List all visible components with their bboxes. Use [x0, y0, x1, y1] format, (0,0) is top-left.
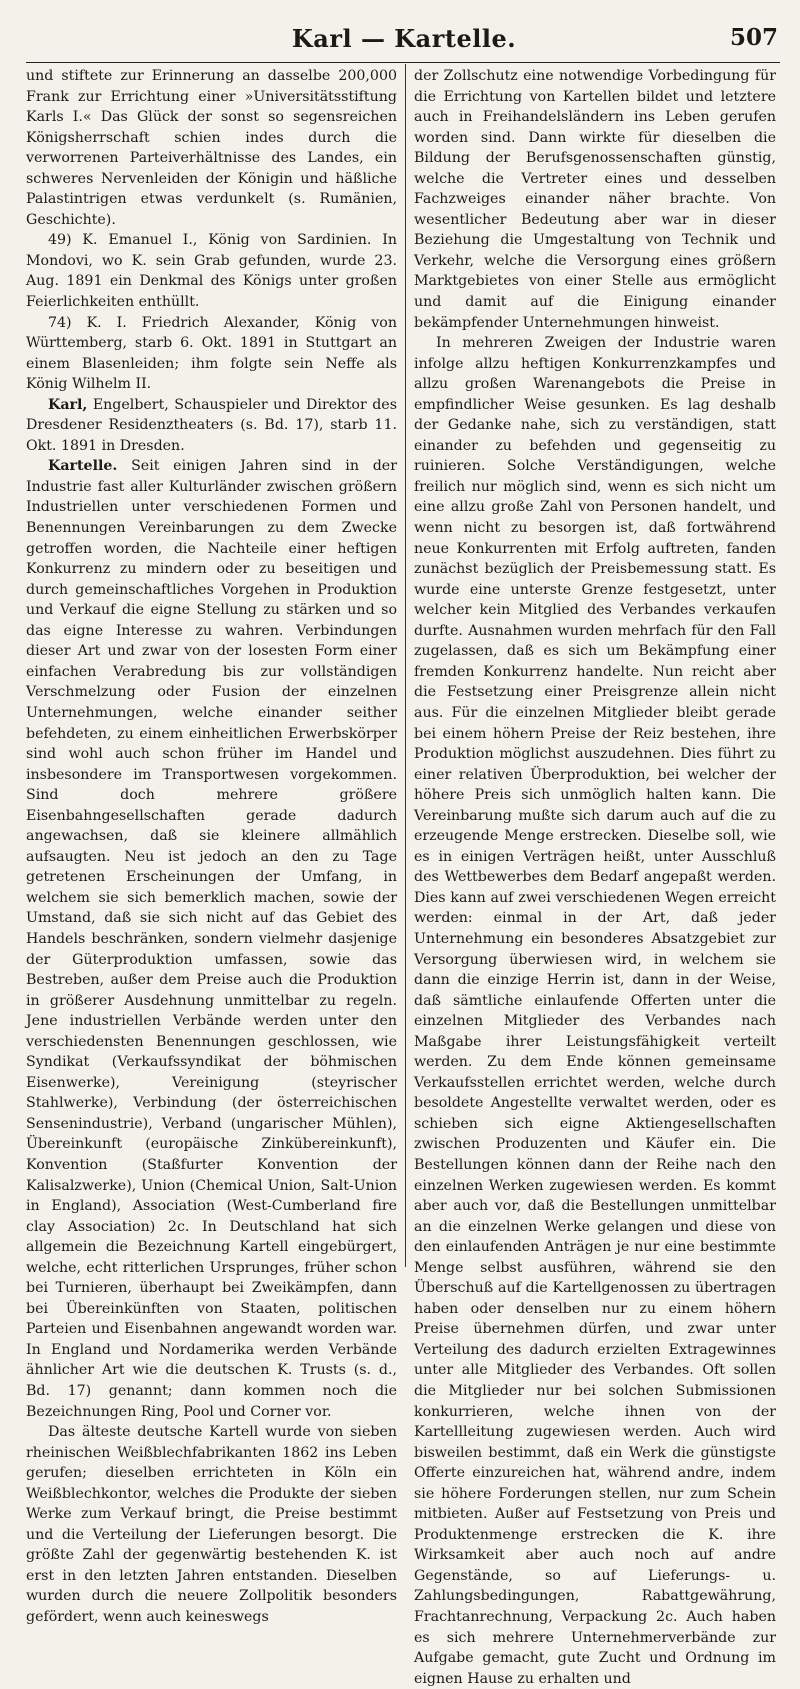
- paragraph-industriezweige: In mehreren Zweigen der Industrie waren infolge allzu heftigen Konkurrenzkampfes und allzu großen Warenangebots die Preise in empfindlicher Weise gesunken. Es lag deshalb der Gedanke nahe, sich zu verständigen, statt einander zu befehden und gegenseitig zu ruinieren. Solche Verständigungen, welche freilich nur möglich sind, wenn es sich nicht um eine allzu große Zahl von Personen handelt, und wenn nicht zu besorgen ist, daß fortwährend neue Konkurrenten mit Erfolg auftreten, fanden zunächst bezüglich der Preisbemessung statt. Es wurde eine unterste Grenze festgesetzt, unter welcher kein Mitglied des Verbandes verkaufen durfte. Ausnahmen wurden mehrfach für den Fall zugelassen, daß es sich um Bekämpfung einer fremden Konkurrenz handelte. Nun reicht aber die Festsetzung einer Preisgrenze allein nicht aus. Für die einzelnen Mitglieder bleibt gerade bei einem höhern Preise der Reiz bestehen, ihre Produktion möglichst auszudehnen. Dies führt zu einer relativen Überproduktion, bei welcher der höhere Preis sich unmöglich halten kann. Die Vereinbarung mußte sich darum auch auf die zu erzeugende Menge erstrecken. Dieselbe soll, wie es in einigen Verträgen heißt, unter Ausschluß des Wettbewerbes dem Bedarf angepaßt werden. Dies kann auf zwei verschiedenen Wegen erreicht werden: einmal in der Art, daß jeder Unternehmung ein besonderes Absatzgebiet zur Versorgung überwiesen wird, in welchem sie dann die einzige Herrin ist, dann in der Weise, daß sämtliche einlaufende Offerten unter die einzelnen Mitglieder des Verbandes nach Maßgabe ihrer Leistungsfähigkeit verteilt werden. Zu dem Ende können gemeinsame Verkaufsstellen errichtet werden, welche durch besoldete Angestellte verwaltet werden, oder es schieben sich eigne Aktiengesellschaften zwischen Produzenten und Käufer ein. Die Bestellungen können dann der Reihe nach den einzelnen Werken zugewiesen werden. Es kommt aber auch vor, daß die Bestellungen unmittelbar an die einzelnen Werke gelangen und diese von den einlaufenden Anträgen je nur eine bestimmte Menge selbst ausführen, während sie den Überschuß auf die Kartellgenossen zu übertragen haben oder denselben nur zu einem höhern Preise übernehmen dürfen, und zwar unter Verteilung des dadurch erzielten Extragewinnes unter alle Mitglieder des Verbandes. Oft sollen die Mitglieder nur bei solchen Submissionen konkurrieren, welche ihnen von der Kartellleitung zugewiesen werden. Auch wird bisweilen bestimmt, daß ein Werk die günstigste Offerte einzureichen hat, während andre, indem sie höhere Forderungen stellen, nur zum Schein mitbieten. Außer auf Festsetzung von Preis und Produktenmenge erstrecken die K. ihre Wirksamkeit aber auch noch auf andre Gegenstände, so auf Lieferungs- u. Zahlungsbedingungen, Rabattgewährung, Frachtanrechnung, Verpackung 2c. Auch haben es sich mehrere Unternehmerverbände zur Aufgabe gemacht, gute Zucht und Ordnung im eignen Hause zu erhalten und: [414, 335, 776, 1687]
- page-number: 507: [729, 24, 778, 51]
- header-rule: [26, 62, 780, 63]
- paragraph-emanuel: 49) K. Emanuel I., König von Sardinien. In Mondovi, wo K. sein Grab gefunden, wurde 23. Aug. 1891 ein Denkmal des Königs unter großen Feierlichkeiten enthüllt.: [26, 232, 397, 311]
- right-column: [414, 66, 776, 1689]
- paragraph-kartelle: [26, 456, 397, 1422]
- column-divider: [405, 64, 406, 1267]
- paragraph-zollschutz: der Zollschutz eine notwendige Vorbedingung für die Errichtung von Kartellen bildet und letztere auch in Freihandelsländern ins Leben gerufen worden sind. Dann wirkte für dieselben die Bildung der Berufsgenossenschaften günstig, welche die Vertreter eines und desselben Fachzweiges einander näher brachte. Von wesentlicher Bedeutung aber war in dieser Beziehung die Umgestaltung von Technik und Verkehr, welche die Versorgung eines größern Marktgebietes von einer Stelle aus ermöglicht und damit auf die Einigung einander bekämpfender Unternehmungen hinweist.: [414, 68, 776, 331]
- paragraph-kartelle-body: Seit einigen Jahren sind in der Industrie fast aller Kulturländer zwischen größern Industriellen unter verschiedenen Formen und Benennungen Vereinbarungen zu dem Zwecke getroffen worden, die Nachteile einer heftigen Konkurrenz zu mindern oder zu beseitigen und durch gemeinschaftliches Vorgehen in Produktion und Verkauf die eigne Stellung zu stärken und so das eigne Interesse zu wahren. Verbindungen dieser Art und zwar von der losesten Form einer einfachen Verabredung bis zur vollständigen Verschmelzung oder Fusion der einzelnen Unternehmungen, welche einander seither befehdeten, zu einem einheitlichen Erwerbskörper sind wohl auch schon früher im Handel und insbesondere im Transportwesen vorgekommen. Sind doch mehrere größere Eisenbahngesellschaften gerade dadurch angewachsen, daß sie kleinere allmählich aufsaugten. Neu ist jedoch an den zu Tage getretenen Erscheinungen der Umfang, in welchem sie sich bemerklich machen, sowie der Umstand, daß sie sich nicht auf das Gebiet des Handels beschränken, sondern vielmehr dasjenige der Güterproduktion umfassen, sowie das Bestreben, außer dem Preise auch die Produktion in größerer Ausdehnung unmittelbar zu regeln. Jene industriellen Verbände werden unter den verschiedensten Benennungen geschlossen, wie Syndikat (Verkaufssyndikat der böhmischen Eisenwerke), Vereinigung (steyrischer Stahlwerke), Verbindung (der österreichischen Sensenindustrie), Verband (ungarischer Mühlen), Übereinkunft (europäische Zinkübereinkunft), Konvention (Staßfurter Konvention der Kalisalzwerke), Union (Chemical Union, Salt-Union in England), Association (West-Cumberland fire clay Association) 2c. In Deutschland hat sich allgemein die Bezeichnung Kartell eingebürgert, welche, echt ritterlichen Ursprunges, früher schon bei Turnieren, überhaupt bei Zweikämpfen, dann bei Übereinkünften von Staaten, politischen Parteien und Eisenbahnen angewandt worden war. In England und Nordamerika werden Verbände ähnlicher Art wie die deutschen K. Trusts (s. d., Bd. 17) genannt; dann kommen noch die Bezeichnungen Ring, Pool und Corner vor.: [26, 458, 397, 1420]
- paragraph-aeltestes-kartell: Das älteste deutsche Kartell wurde von sieben rheinischen Weißblechfabrikanten 1862 ins Leben gerufen; dieselben errichteten in Köln ein Weißblechkontor, welches die Produkte der sieben Werke zum Verkauf bringt, die Preise bestimmt und die Verteilung der Lieferungen besorgt. Die größte Zahl der gegenwärtig bestehenden K. ist erst in den letzten Jahren entstanden. Dieselben wurden durch die neuere Zollpolitik besonders gefördert, wenn auch keineswegs: [26, 1424, 397, 1626]
- paragraph-karl-engelbert: [26, 395, 397, 457]
- headword-kartelle: Kartelle.: [48, 458, 118, 475]
- paragraph-karl-engelbert-body: Engelbert, Schauspieler und Direktor des Dresdener Residenztheaters (s. Bd. 17), starb 11. Okt. 1891 in Dresden.: [26, 396, 397, 454]
- left-column: [26, 66, 397, 1628]
- page-header: [30, 22, 778, 62]
- headword-karl: Karl,: [48, 396, 88, 413]
- running-title: Karl — Kartelle.: [291, 24, 517, 53]
- paragraph-friedrich-alexander: 74) K. I. Friedrich Alexander, König von Württemberg, starb 6. Okt. 1891 in Stuttgart an einem Blasenleiden; ihm folgte sein Neffe als König Wilhelm II.: [26, 314, 397, 393]
- paragraph-karl-i-continued: und stiftete zur Erinnerung an dasselbe 200,000 Frank zur Errichtung einer »Universitätsstiftung Karls I.« Das Glück der sonst so segensreichen Königsherrschaft schien indes durch die verworrenen Parteiverhältnisse des Landes, ein schweres Nervenleiden der Königin und häßliche Palastintrigen etwas verdunkelt (s. Rumänien, Geschichte).: [26, 68, 397, 228]
